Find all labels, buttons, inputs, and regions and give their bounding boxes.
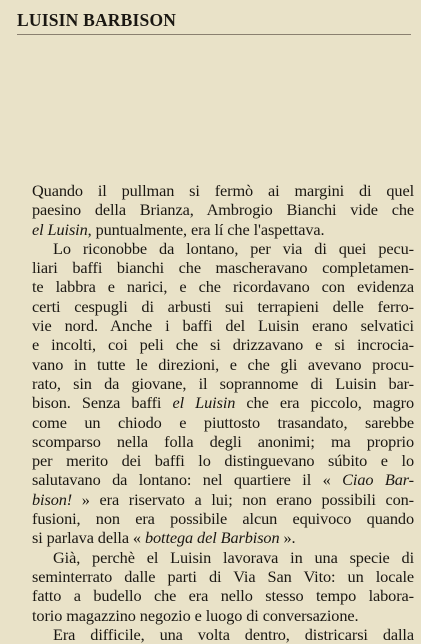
text-line (32, 335, 414, 354)
text-line (32, 277, 414, 296)
text-line (32, 606, 414, 625)
text-run: e incolti, coi peli che si drizzavano e si incrocia- (32, 335, 414, 355)
text-run: seminterrato dalle parti di Via San Vito: un locale (32, 566, 414, 586)
text-run: fusioni, non era possibile alcun equivoco quando (32, 509, 414, 529)
text-run: te labbra e narici, e che ricordavano con evidenza (32, 277, 414, 297)
page-title: LUISIN BARBISON (17, 10, 177, 30)
text-run: paesino della Brianza, Ambrogio Bianchi vide che (32, 200, 414, 220)
text-run: Già, perchè el Luisin lavorava in una specie di (53, 547, 414, 567)
title-rule (17, 34, 411, 35)
text-run: Era difficile, una volta dentro, districarsi dalla (53, 624, 414, 644)
text-run: per merito dei baffi lo distinguevano súbito e lo (32, 451, 414, 471)
text-line (32, 200, 414, 219)
text-run: vano in tutte le direzioni, e che gli avevano procu- (32, 354, 414, 374)
text-run: ». (279, 528, 296, 548)
italic-text: Ciao Bar- (342, 470, 415, 490)
text-line (32, 567, 414, 586)
text-line (32, 393, 414, 412)
text-run: , puntualmente, era lí che l'aspettava. (87, 219, 325, 239)
text-run: si parlava della « (32, 528, 145, 548)
text-run: che era piccolo, magro (235, 393, 414, 413)
text-line (32, 220, 414, 239)
text-line (32, 528, 414, 547)
text-run: bison. Senza baffi (32, 393, 173, 413)
italic-text: bottega del Barbison (144, 528, 280, 548)
text-line (32, 413, 414, 432)
text-line (32, 239, 414, 258)
italic-text: el Luisin (172, 393, 236, 413)
italic-text: el Luisin (32, 219, 88, 239)
text-line (32, 258, 414, 277)
text-run: torio magazzino negozio e luogo di conversazione. (32, 605, 359, 625)
text-line (32, 548, 414, 567)
text-run: fatto a budello che era nello stesso tempo labora- (32, 586, 414, 606)
text-line (32, 625, 414, 644)
text-line (32, 355, 414, 374)
text-line (32, 297, 414, 316)
text-run: rato, sin da giovane, il soprannome di Luisin bar- (32, 373, 414, 393)
text-line (32, 374, 414, 393)
italic-text: bison! (32, 489, 73, 509)
text-line (32, 451, 414, 470)
text-run: Quando il pullman si fermò ai margini di quel (32, 181, 414, 200)
text-run: liari baffi bianchi che mascheravano completamen- (32, 258, 414, 278)
text-run: come un chiodo e piuttosto trasandato, sarebbe (32, 412, 414, 432)
text-run: salutavano da lontano: nel quartiere il « (32, 470, 343, 490)
text-line (32, 470, 414, 489)
text-run: certi cespugli di arbusti sui terrapieni delle ferro- (32, 296, 414, 316)
text-line (32, 509, 414, 528)
text-line (32, 490, 414, 509)
body-text (32, 181, 414, 644)
text-line (32, 432, 414, 451)
text-line (32, 316, 414, 335)
text-run: » era riservato a lui; non erano possibili con- (72, 489, 414, 509)
text-line (32, 181, 414, 200)
text-run: vie nord. Anche i baffi del Luisin erano selvatici (32, 316, 414, 336)
text-line (32, 586, 414, 605)
text-run: Lo riconobbe da lontano, per via di quei pecu- (53, 238, 414, 258)
text-run: scomparso nella folla degli anonimi; ma proprio (32, 431, 414, 451)
